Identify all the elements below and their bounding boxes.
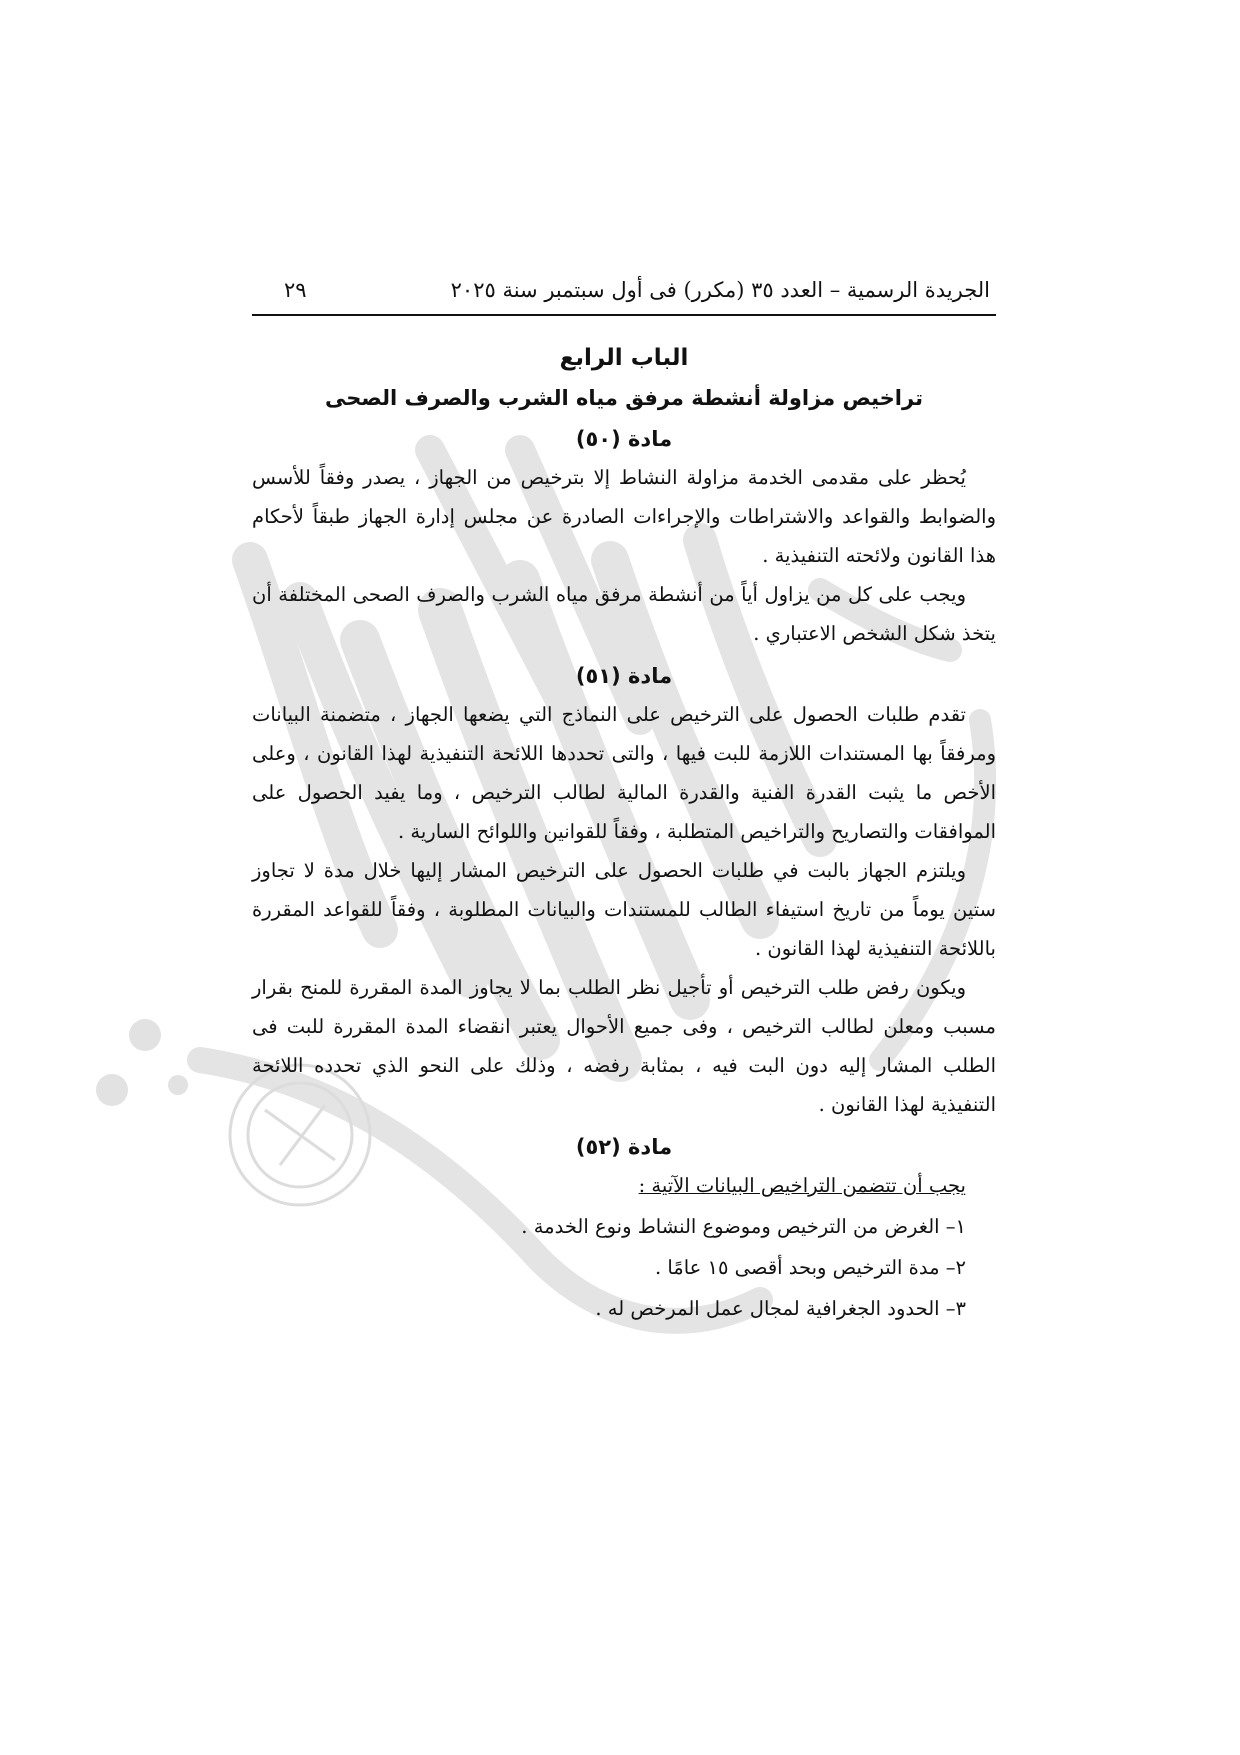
- part-title: الباب الرابع: [559, 345, 689, 371]
- list-item: ١– الغرض من الترخيص وموضوع النشاط ونوع الخدمة .: [521, 1215, 966, 1238]
- article-title: مادة (٥١): [575, 664, 673, 688]
- list-item: ٢– مدة الترخيص وبحد أقصى ١٥ عامًا .: [654, 1256, 966, 1279]
- list-item: ٣– الحدود الجغرافية لمجال عمل المرخص له .: [595, 1297, 966, 1320]
- article-intro-text: يجب أن تتضمن التراخيص البيانات الآتية :: [638, 1174, 966, 1197]
- article-paragraph: ويجب على كل من يزاول أياً من أنشطة مرفق مياه الشرب والصرف الصحى المختلفة أن يتخذ شكل الشخص الاعتباري .: [252, 583, 996, 645]
- page-header: [252, 278, 996, 316]
- article-intro: [252, 1166, 996, 1205]
- article-paragraph: تقدم طلبات الحصول على الترخيص على النماذج التي يضعها الجهاز ، متضمنة البيانات ومرفقاً بها المستندات اللازمة للبت فيها ، والتى تحددها اللائحة التنفيذية لهذا القانون ، وعلى الأخص ما يثبت القدرة الفنية والقدرة المالية لطالب الترخيص ، وما يفيد الحصول على الموافقات والتصاريح والتراخيص المتطلبة ، وفقاً للقوانين واللوائح السارية .: [252, 703, 996, 843]
- article-52: [252, 1128, 996, 1328]
- document-page: [252, 278, 996, 1330]
- page-number: ٢٩: [284, 278, 307, 302]
- chapter-title: تراخيص مزاولة أنشطة مرفق مياه الشرب والصرف الصحى: [325, 386, 923, 410]
- article-paragraph: ويكون رفض طلب الترخيص أو تأجيل نظر الطلب بما لا يجاوز المدة المقررة للمنح بقرار مسبب ومعلن لطالب الترخيص ، وفى جميع الأحوال يعتبر انقضاء المدة المقررة للبت فى الطلب المشار إليه دون البت فيه ، بمثابة رفضه ، وذلك على النحو الذي تحدده اللائحة التنفيذية لهذا القانون .: [252, 976, 996, 1116]
- article-50: [252, 420, 996, 653]
- article-title: مادة (٥٠): [575, 427, 673, 451]
- header-title: الجريدة الرسمية – العدد ٣٥ (مكرر) فى أول سبتمبر سنة ٢٠٢٥: [450, 278, 990, 302]
- article-title: مادة (٥٢): [575, 1135, 673, 1159]
- article-51: [252, 657, 996, 1124]
- article-paragraph: يُحظر على مقدمى الخدمة مزاولة النشاط إلا بترخيص من الجهاز ، يصدر وفقاً للأسس والضوابط والقواعد والاشتراطات والإجراءات الصادرة عن مجلس إدارة الجهاز طبقاً لأحكام هذا القانون ولائحته التنفيذية .: [252, 466, 996, 567]
- article-paragraph: ويلتزم الجهاز بالبت في طلبات الحصول على الترخيص المشار إليها خلال مدة لا تجاوز ستين يوماً من تاريخ استيفاء الطالب للمستندات والبيانات المطلوبة ، وفقاً للقواعد المقررة باللائحة التنفيذية لهذا القانون .: [252, 859, 996, 960]
